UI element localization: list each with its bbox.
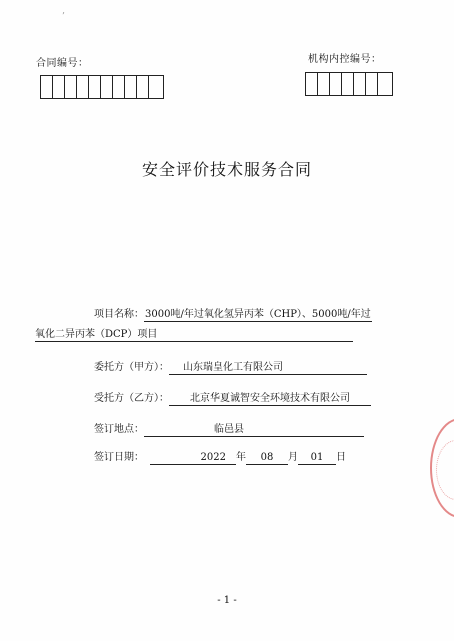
contractor-label: 受托方（乙方）： <box>94 393 169 404</box>
project-name-line2: 氧化二异丙苯（DCP）项目 <box>35 329 353 342</box>
internal-no-label: 机构内控编号： <box>308 54 382 65</box>
digit-box[interactable] <box>366 73 378 95</box>
digit-box[interactable] <box>125 76 137 98</box>
digit-box[interactable] <box>354 73 366 95</box>
digit-box[interactable] <box>89 76 101 98</box>
date-year: 2022 <box>150 452 236 465</box>
contract-no-label: 合同编号： <box>36 58 89 69</box>
corner-mark: ’ <box>62 12 65 22</box>
digit-box[interactable] <box>342 73 354 95</box>
client-label: 委托方（甲方）： <box>94 362 169 373</box>
digit-box[interactable] <box>65 76 77 98</box>
digit-box[interactable] <box>41 76 53 98</box>
digit-box[interactable] <box>306 73 318 95</box>
date-label: 签订日期： <box>94 452 144 463</box>
contractor-row <box>94 389 371 406</box>
digit-box[interactable] <box>330 73 342 95</box>
date-day-unit: 日 <box>336 452 346 463</box>
date-row <box>94 448 346 465</box>
location-row <box>94 420 364 437</box>
digit-box[interactable] <box>53 76 65 98</box>
digit-box[interactable] <box>378 73 390 95</box>
digit-box[interactable] <box>137 76 149 98</box>
contract-no-boxes[interactable] <box>40 75 164 99</box>
digit-box[interactable] <box>77 76 89 98</box>
page-number: - 1 - <box>217 595 237 606</box>
digit-box[interactable] <box>113 76 125 98</box>
date-month: 08 <box>246 452 288 465</box>
location-label: 签订地点： <box>94 424 144 435</box>
project-name-label: 项目名称： <box>94 309 144 320</box>
digit-box[interactable] <box>318 73 330 95</box>
digit-box[interactable] <box>149 76 161 98</box>
internal-no-boxes[interactable] <box>305 72 393 96</box>
client-value: 山东瑞皇化工有限公司 <box>169 362 367 375</box>
contractor-value: 北京华夏诚智安全环境技术有限公司 <box>169 393 371 406</box>
date-day: 01 <box>298 452 336 465</box>
project-name-line1: 3000吨/年过氧化氢异丙苯（CHP）、5000吨/年过 <box>145 309 371 320</box>
project-name-row <box>94 305 372 322</box>
digit-box[interactable] <box>101 76 113 98</box>
date-year-unit: 年 <box>236 452 246 463</box>
client-row <box>94 358 367 375</box>
project-name-row-2 <box>35 329 353 342</box>
contract-title: 安全评价技术服务合同 <box>141 160 312 179</box>
date-month-unit: 月 <box>288 452 298 463</box>
location-value: 临邑县 <box>144 424 364 437</box>
